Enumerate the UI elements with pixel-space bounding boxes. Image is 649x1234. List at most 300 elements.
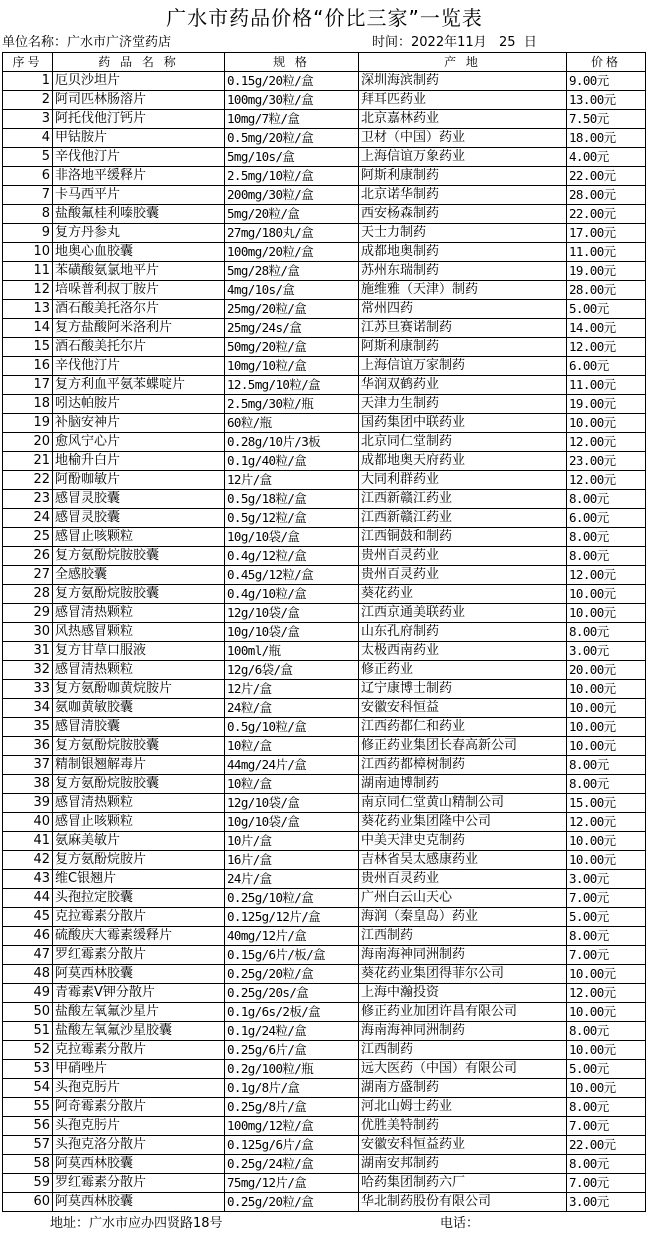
cell-price: 10.00元: [567, 851, 646, 870]
cell-maker: 葵花药业集团得菲尔公司: [359, 965, 567, 984]
cell-seq: 51: [3, 1022, 53, 1041]
cell-maker: 西安杨森制药: [359, 205, 567, 224]
table-row: [3, 1060, 646, 1079]
table-row: [3, 718, 646, 737]
header-name: 药 品 名 称: [53, 53, 225, 72]
cell-maker: 江西京通美联药业: [359, 604, 567, 623]
cell-seq: 60: [3, 1193, 53, 1212]
cell-spec: 100mg/20粒/盒: [225, 243, 359, 262]
table-row: [3, 1022, 646, 1041]
cell-seq: 38: [3, 775, 53, 794]
cell-price: 18.00元: [567, 129, 646, 148]
cell-name: 盐酸左氧氟沙星片: [53, 1003, 225, 1022]
cell-price: 22.00元: [567, 1136, 646, 1155]
table-row: [3, 642, 646, 661]
cell-maker: 广州白云山天心: [359, 889, 567, 908]
cell-spec: 0.4g/12粒/盒: [225, 547, 359, 566]
cell-price: 5.00元: [567, 908, 646, 927]
price-table: [2, 52, 646, 1212]
cell-name: 培哚普利叔丁胺片: [53, 281, 225, 300]
table-row: [3, 110, 646, 129]
cell-seq: 8: [3, 205, 53, 224]
cell-name: 复方氨酚烷胺胶囊: [53, 585, 225, 604]
cell-spec: 0.25g/8片/盒: [225, 1098, 359, 1117]
cell-maker: 吉林省吴太感康药业: [359, 851, 567, 870]
cell-maker: 修正药业: [359, 661, 567, 680]
cell-seq: 5: [3, 148, 53, 167]
cell-seq: 26: [3, 547, 53, 566]
table-row: [3, 832, 646, 851]
cell-seq: 45: [3, 908, 53, 927]
cell-price: 8.00元: [567, 1022, 646, 1041]
cell-name: 阿司匹林肠溶片: [53, 91, 225, 110]
cell-name: 感冒清热颗粒: [53, 604, 225, 623]
cell-spec: 27mg/180丸/盒: [225, 224, 359, 243]
cell-name: 头孢克肟片: [53, 1117, 225, 1136]
date-label: 时间：2022年11月 25 日: [372, 35, 537, 50]
cell-maker: 江西铜鼓和制药: [359, 528, 567, 547]
footer: [0, 1212, 649, 1232]
cell-seq: 37: [3, 756, 53, 775]
cell-spec: 100mg/30粒/盒: [225, 91, 359, 110]
cell-maker: 华润双鹤药业: [359, 376, 567, 395]
table-row: [3, 1041, 646, 1060]
cell-maker: 常州四药: [359, 300, 567, 319]
table-row: [3, 1174, 646, 1193]
cell-price: 19.00元: [567, 262, 646, 281]
table-row: [3, 205, 646, 224]
cell-maker: 海南海神同洲制药: [359, 1022, 567, 1041]
cell-spec: 10mg/10粒/盒: [225, 357, 359, 376]
cell-name: 复方氨酚咖黄烷胺片: [53, 680, 225, 699]
cell-seq: 42: [3, 851, 53, 870]
cell-maker: 北京诺华制药: [359, 186, 567, 205]
cell-maker: 江西新赣江药业: [359, 490, 567, 509]
cell-name: 阿托伐他汀钙片: [53, 110, 225, 129]
table-row: [3, 1003, 646, 1022]
cell-maker: 江西制药: [359, 927, 567, 946]
cell-spec: 25mg/20粒/盒: [225, 300, 359, 319]
cell-spec: 2.5mg/10粒/盒: [225, 167, 359, 186]
table-row: [3, 414, 646, 433]
table-body: [3, 72, 646, 1212]
cell-maker: 修正药业加团许昌有限公司: [359, 1003, 567, 1022]
cell-name: 青霉素V钾分散片: [53, 984, 225, 1003]
cell-name: 感冒灵胶囊: [53, 509, 225, 528]
cell-name: 卡马西平片: [53, 186, 225, 205]
cell-price: 10.00元: [567, 718, 646, 737]
cell-spec: 0.2g/100粒/瓶: [225, 1060, 359, 1079]
table-row: [3, 319, 646, 338]
cell-name: 复方甘草口服液: [53, 642, 225, 661]
table-row: [3, 471, 646, 490]
header-seq: 序号: [3, 53, 53, 72]
cell-spec: 60粒/瓶: [225, 414, 359, 433]
table-row: [3, 281, 646, 300]
cell-maker: 华北制药股份有限公司: [359, 1193, 567, 1212]
table-row: [3, 547, 646, 566]
cell-seq: 31: [3, 642, 53, 661]
cell-name: 克拉霉素分散片: [53, 1041, 225, 1060]
cell-price: 10.00元: [567, 585, 646, 604]
cell-seq: 4: [3, 129, 53, 148]
cell-maker: 优胜美特制药: [359, 1117, 567, 1136]
cell-name: 地榆升白片: [53, 452, 225, 471]
cell-spec: 0.1g/24粒/盒: [225, 1022, 359, 1041]
cell-price: 3.00元: [567, 870, 646, 889]
cell-spec: 10g/10袋/盒: [225, 528, 359, 547]
cell-maker: 江西制药: [359, 1041, 567, 1060]
cell-seq: 30: [3, 623, 53, 642]
cell-price: 8.00元: [567, 1155, 646, 1174]
cell-price: 22.00元: [567, 205, 646, 224]
cell-seq: 57: [3, 1136, 53, 1155]
table-row: [3, 946, 646, 965]
cell-price: 14.00元: [567, 319, 646, 338]
cell-price: 7.00元: [567, 946, 646, 965]
cell-maker: 中美天津史克制药: [359, 832, 567, 851]
cell-price: 8.00元: [567, 927, 646, 946]
cell-name: 复方盐酸阿米洛利片: [53, 319, 225, 338]
cell-seq: 2: [3, 91, 53, 110]
cell-name: 维C银翘片: [53, 870, 225, 889]
table-header-row: [3, 53, 646, 72]
cell-price: 13.00元: [567, 91, 646, 110]
cell-spec: 0.25g/6片/盒: [225, 1041, 359, 1060]
cell-spec: 0.25g/20s/盒: [225, 984, 359, 1003]
table-row: [3, 585, 646, 604]
cell-spec: 12g/10袋/盒: [225, 604, 359, 623]
cell-price: 10.00元: [567, 1003, 646, 1022]
cell-spec: 12.5mg/10粒/盒: [225, 376, 359, 395]
info-bar: [0, 34, 649, 52]
cell-seq: 16: [3, 357, 53, 376]
cell-price: 8.00元: [567, 528, 646, 547]
cell-seq: 13: [3, 300, 53, 319]
cell-maker: 山东孔府制药: [359, 623, 567, 642]
cell-seq: 28: [3, 585, 53, 604]
cell-name: 复方氨酚烷胺胶囊: [53, 737, 225, 756]
cell-price: 8.00元: [567, 775, 646, 794]
cell-maker: 南京同仁堂黄山精制公司: [359, 794, 567, 813]
cell-price: 10.00元: [567, 832, 646, 851]
cell-maker: 安徽安科恒益药业: [359, 1136, 567, 1155]
cell-price: 8.00元: [567, 490, 646, 509]
cell-seq: 50: [3, 1003, 53, 1022]
cell-spec: 44mg/24片/盒: [225, 756, 359, 775]
cell-spec: 10mg/7粒/盒: [225, 110, 359, 129]
cell-seq: 39: [3, 794, 53, 813]
cell-spec: 0.25g/20粒/盒: [225, 965, 359, 984]
cell-maker: 湖南迪博制药: [359, 775, 567, 794]
cell-price: 12.00元: [567, 433, 646, 452]
cell-seq: 49: [3, 984, 53, 1003]
cell-name: 阿莫西林胶囊: [53, 1155, 225, 1174]
cell-price: 15.00元: [567, 794, 646, 813]
table-row: [3, 300, 646, 319]
cell-maker: 成都地奥制药: [359, 243, 567, 262]
phone: 电话：: [440, 1216, 480, 1231]
cell-spec: 75mg/12片/盒: [225, 1174, 359, 1193]
cell-name: 头孢克洛分散片: [53, 1136, 225, 1155]
cell-name: 克拉霉素分散片: [53, 908, 225, 927]
cell-price: 6.00元: [567, 357, 646, 376]
cell-name: 头孢克肟片: [53, 1079, 225, 1098]
cell-spec: 10片/盒: [225, 832, 359, 851]
cell-spec: 0.5g/18粒/盒: [225, 490, 359, 509]
cell-spec: 10粒/盒: [225, 737, 359, 756]
table-row: [3, 813, 646, 832]
cell-price: 10.00元: [567, 1041, 646, 1060]
cell-spec: 10g/10袋/盒: [225, 623, 359, 642]
cell-seq: 20: [3, 433, 53, 452]
cell-seq: 25: [3, 528, 53, 547]
cell-spec: 0.1g/6s/2板/盒: [225, 1003, 359, 1022]
header-spec: 规 格: [225, 53, 359, 72]
cell-maker: 深圳海滨制药: [359, 72, 567, 91]
cell-seq: 9: [3, 224, 53, 243]
cell-name: 复方氨酚烷胺片: [53, 851, 225, 870]
cell-name: 感冒止咳颗粒: [53, 528, 225, 547]
table-row: [3, 1155, 646, 1174]
cell-seq: 15: [3, 338, 53, 357]
cell-maker: 天津力生制药: [359, 395, 567, 414]
cell-price: 7.00元: [567, 889, 646, 908]
cell-spec: 0.25g/24粒/盒: [225, 1155, 359, 1174]
header-price: 价格: [567, 53, 646, 72]
cell-price: 20.00元: [567, 661, 646, 680]
cell-seq: 44: [3, 889, 53, 908]
table-row: [3, 737, 646, 756]
cell-maker: 贵州百灵药业: [359, 870, 567, 889]
cell-seq: 46: [3, 927, 53, 946]
cell-spec: 12g/10袋/盒: [225, 794, 359, 813]
cell-maker: 辽宁康博士制药: [359, 680, 567, 699]
cell-seq: 17: [3, 376, 53, 395]
cell-name: 感冒清热颗粒: [53, 794, 225, 813]
table-row: [3, 262, 646, 281]
cell-name: 复方丹参丸: [53, 224, 225, 243]
cell-name: 阿莫西林胶囊: [53, 1193, 225, 1212]
table-row: [3, 927, 646, 946]
table-row: [3, 243, 646, 262]
table-row: [3, 566, 646, 585]
cell-spec: 0.5mg/20粒/盒: [225, 129, 359, 148]
cell-seq: 56: [3, 1117, 53, 1136]
cell-price: 5.00元: [567, 300, 646, 319]
cell-name: 复方利血平氨苯蝶啶片: [53, 376, 225, 395]
cell-seq: 19: [3, 414, 53, 433]
cell-maker: 太极西南药业: [359, 642, 567, 661]
cell-seq: 58: [3, 1155, 53, 1174]
cell-spec: 100mg/12粒/盒: [225, 1117, 359, 1136]
cell-maker: 修正药业集团长春高新公司: [359, 737, 567, 756]
cell-maker: 天士力制药: [359, 224, 567, 243]
cell-seq: 34: [3, 699, 53, 718]
cell-price: 8.00元: [567, 547, 646, 566]
cell-price: 12.00元: [567, 984, 646, 1003]
cell-maker: 哈药集团制药六厂: [359, 1174, 567, 1193]
table-row: [3, 623, 646, 642]
cell-price: 23.00元: [567, 452, 646, 471]
cell-seq: 24: [3, 509, 53, 528]
cell-maker: 北京同仁堂制药: [359, 433, 567, 452]
header-maker: 产 地: [359, 53, 567, 72]
cell-seq: 53: [3, 1060, 53, 1079]
cell-name: 复方氨酚烷胺胶囊: [53, 547, 225, 566]
cell-price: 7.00元: [567, 1174, 646, 1193]
cell-maker: 河北山姆士药业: [359, 1098, 567, 1117]
cell-spec: 0.4g/10粒/盒: [225, 585, 359, 604]
cell-maker: 湖南方盛制药: [359, 1079, 567, 1098]
cell-name: 氨咖黄敏胶囊: [53, 699, 225, 718]
page-title: 广水市药品价格“价比三家”一览表: [166, 6, 483, 30]
cell-spec: 0.28g/10片/3板: [225, 433, 359, 452]
cell-price: 7.00元: [567, 1117, 646, 1136]
cell-price: 10.00元: [567, 737, 646, 756]
cell-maker: 阿斯利康制药: [359, 167, 567, 186]
cell-spec: 0.1g/40粒/盒: [225, 452, 359, 471]
cell-maker: 成都地奥天府药业: [359, 452, 567, 471]
cell-seq: 33: [3, 680, 53, 699]
cell-price: 19.00元: [567, 395, 646, 414]
cell-spec: 0.25g/10粒/盒: [225, 889, 359, 908]
table-row: [3, 1098, 646, 1117]
cell-seq: 14: [3, 319, 53, 338]
cell-name: 感冒止咳颗粒: [53, 813, 225, 832]
table-row: [3, 528, 646, 547]
cell-price: 28.00元: [567, 186, 646, 205]
cell-name: 地奥心血胶囊: [53, 243, 225, 262]
cell-seq: 7: [3, 186, 53, 205]
cell-name: 氨麻美敏片: [53, 832, 225, 851]
cell-name: 阿酚咖敏片: [53, 471, 225, 490]
cell-spec: 0.5g/10粒/盒: [225, 718, 359, 737]
cell-spec: 25mg/24s/盒: [225, 319, 359, 338]
table-row: [3, 433, 646, 452]
cell-spec: 0.1g/8片/盒: [225, 1079, 359, 1098]
cell-spec: 10g/10袋/盒: [225, 813, 359, 832]
cell-seq: 6: [3, 167, 53, 186]
cell-seq: 18: [3, 395, 53, 414]
table-row: [3, 91, 646, 110]
cell-name: 头孢拉定胶囊: [53, 889, 225, 908]
cell-name: 甲钴胺片: [53, 129, 225, 148]
cell-price: 8.00元: [567, 623, 646, 642]
cell-name: 全感胶囊: [53, 566, 225, 585]
table-row: [3, 1079, 646, 1098]
cell-name: 精制银翘解毒片: [53, 756, 225, 775]
cell-name: 感冒清热颗粒: [53, 661, 225, 680]
cell-maker: 江西新赣江药业: [359, 509, 567, 528]
cell-maker: 葵花药业: [359, 585, 567, 604]
cell-maker: 贵州百灵药业: [359, 547, 567, 566]
cell-spec: 0.125g/6片/盒: [225, 1136, 359, 1155]
cell-price: 9.00元: [567, 72, 646, 91]
cell-maker: 上海信谊万家制药: [359, 357, 567, 376]
cell-seq: 22: [3, 471, 53, 490]
table-row: [3, 661, 646, 680]
cell-spec: 4mg/10s/盒: [225, 281, 359, 300]
cell-spec: 40mg/12片/盒: [225, 927, 359, 946]
cell-spec: 24粒/盒: [225, 699, 359, 718]
cell-price: 10.00元: [567, 414, 646, 433]
cell-name: 感冒清胶囊: [53, 718, 225, 737]
cell-name: 复方氨酚烷胺胶囊: [53, 775, 225, 794]
cell-seq: 54: [3, 1079, 53, 1098]
cell-spec: 5mg/10s/盒: [225, 148, 359, 167]
cell-price: 12.00元: [567, 813, 646, 832]
table-row: [3, 908, 646, 927]
cell-maker: 国药集团中联药业: [359, 414, 567, 433]
cell-seq: 12: [3, 281, 53, 300]
table-row: [3, 851, 646, 870]
cell-name: 愈风宁心片: [53, 433, 225, 452]
table-row: [3, 490, 646, 509]
cell-spec: 0.45g/12粒/盒: [225, 566, 359, 585]
cell-name: 盐酸氟桂利嗪胶囊: [53, 205, 225, 224]
cell-maker: 大同利群药业: [359, 471, 567, 490]
cell-price: 3.00元: [567, 642, 646, 661]
cell-seq: 1: [3, 72, 53, 91]
cell-seq: 27: [3, 566, 53, 585]
cell-maker: 拜耳匹药业: [359, 91, 567, 110]
table-row: [3, 509, 646, 528]
cell-name: 感冒灵胶囊: [53, 490, 225, 509]
cell-name: 辛伐他汀片: [53, 148, 225, 167]
address: 地址：广水市应办四贤路18号: [50, 1216, 223, 1231]
cell-spec: 2.5mg/30粒/瓶: [225, 395, 359, 414]
cell-spec: 12g/6袋/盒: [225, 661, 359, 680]
table-row: [3, 452, 646, 471]
cell-name: 厄贝沙坦片: [53, 72, 225, 91]
cell-name: 补脑安神片: [53, 414, 225, 433]
cell-maker: 江西药都樟树制药: [359, 756, 567, 775]
table-row: [3, 376, 646, 395]
cell-maker: 葵花药业集团隆中公司: [359, 813, 567, 832]
table-row: [3, 984, 646, 1003]
cell-seq: 52: [3, 1041, 53, 1060]
cell-spec: 0.15g/6片/板/盒: [225, 946, 359, 965]
cell-price: 10.00元: [567, 604, 646, 623]
cell-seq: 10: [3, 243, 53, 262]
table-row: [3, 148, 646, 167]
cell-seq: 55: [3, 1098, 53, 1117]
cell-price: 28.00元: [567, 281, 646, 300]
cell-price: 5.00元: [567, 1060, 646, 1079]
cell-maker: 远大医药（中国）有限公司: [359, 1060, 567, 1079]
cell-name: 阿奇霉素分散片: [53, 1098, 225, 1117]
cell-spec: 5mg/20粒/盒: [225, 205, 359, 224]
cell-spec: 0.15g/20粒/盒: [225, 72, 359, 91]
cell-seq: 23: [3, 490, 53, 509]
cell-spec: 16片/盒: [225, 851, 359, 870]
cell-price: 12.00元: [567, 566, 646, 585]
cell-seq: 11: [3, 262, 53, 281]
cell-seq: 48: [3, 965, 53, 984]
cell-maker: 湖南安邦制药: [359, 1155, 567, 1174]
cell-name: 苯磺酸氨氯地平片: [53, 262, 225, 281]
cell-name: 酒石酸美托洛尔片: [53, 300, 225, 319]
table-row: [3, 395, 646, 414]
cell-seq: 35: [3, 718, 53, 737]
table-row: [3, 604, 646, 623]
cell-maker: 江西药都仁和药业: [359, 718, 567, 737]
cell-spec: 0.125g/12片/盒: [225, 908, 359, 927]
cell-maker: 江苏旦赛诺制药: [359, 319, 567, 338]
cell-name: 硫酸庆大霉素缓释片: [53, 927, 225, 946]
table-row: [3, 1193, 646, 1212]
